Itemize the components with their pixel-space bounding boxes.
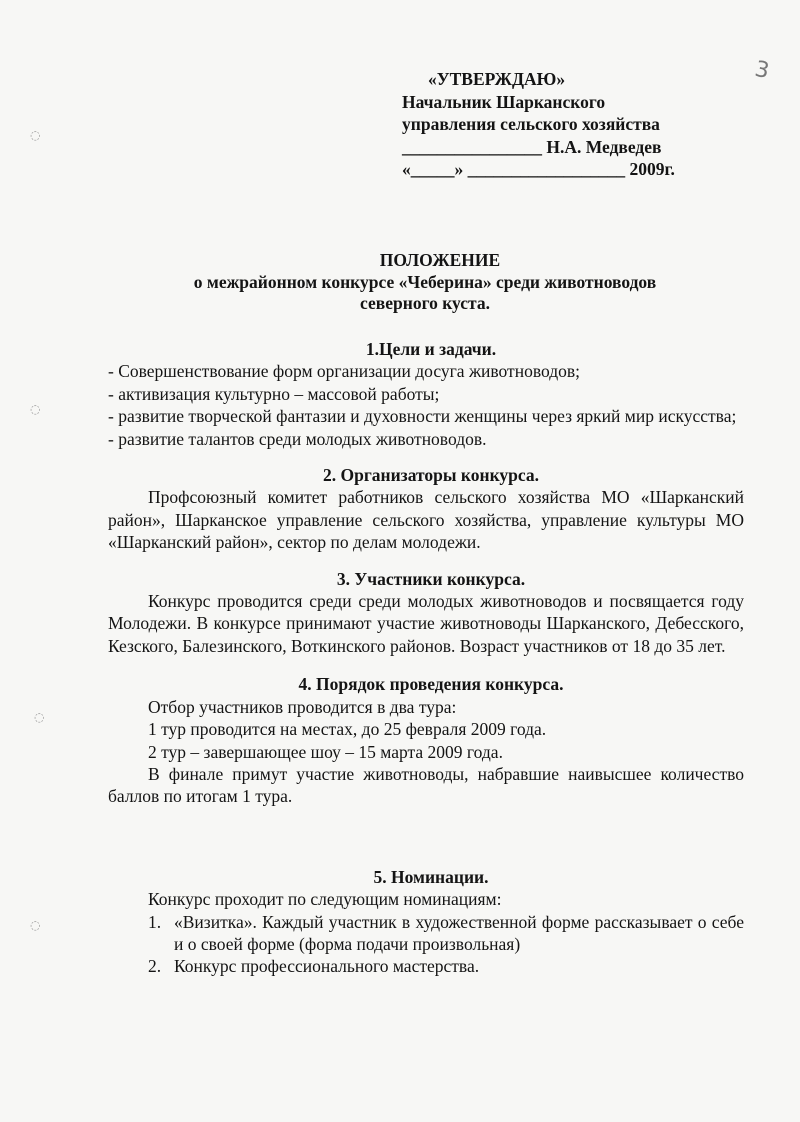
numbered-item [108, 955, 744, 977]
paragraph: 2 тур – завершающее шоу – 15 марта 2009 года. [148, 741, 503, 762]
list-item: - развитие талантов среди молодых животноводов. [108, 428, 487, 449]
handwritten-page-number: 3 [752, 56, 772, 85]
list-item: - Совершенствование форм организации досуга животноводов; [108, 361, 580, 382]
document-subtitle-continued: северного куста. [360, 293, 490, 313]
approval-block [402, 68, 742, 181]
approval-title: «УТВЕРЖДАЮ» [428, 69, 566, 89]
paragraph: Конкурс проходит по следующим номинациям: [148, 889, 502, 910]
approval-position: Начальник Шарканского [402, 91, 606, 112]
list-item: - активизация культурно – массовой работы; [108, 383, 440, 404]
item-text: Конкурс профессионального мастерства. [174, 956, 480, 977]
list-item: - развитие творческой фантазии и духовности женщины через яркий мир искусства; [108, 406, 737, 427]
approval-signature: ________________ Н.А. Медведев [402, 136, 662, 157]
item-number: 1. [148, 911, 162, 932]
scan-hole-mark: ◌ [30, 402, 41, 416]
document-subtitle: о межрайонном конкурсе «Чеберина» среди животноводов [193, 271, 657, 292]
document-title: ПОЛОЖЕНИЕ [379, 250, 501, 270]
section-heading: 1.Цели и задачи. [365, 339, 497, 359]
paragraph: Профсоюзный комитет работников сельского хозяйства МО «Шарканский район», Шарканское управление сельского хозяйства, управление культуры МО «Шарканский район», сектор по делам молодежи. [108, 487, 744, 553]
item-number: 2. [148, 956, 162, 977]
paragraph: Отбор участников проводится в два тура: [148, 696, 457, 717]
paragraph: 1 тур проводится на местах, до 25 февраля 2009 года. [148, 719, 547, 740]
document-title-block [100, 250, 750, 315]
document-body [108, 338, 744, 978]
section-heading: 3. Участники конкурса. [336, 568, 526, 589]
scan-hole-mark: ◌ [30, 918, 41, 932]
item-text: «Визитка». Каждый участник в художественной форме рассказывает о себе и о своей форме (форма подачи произвольная) [174, 911, 744, 954]
section-heading: 5. Номинации. [373, 866, 489, 887]
paragraph: Конкурс проводится среди среди молодых животноводов и посвящается году Молодежи. В конкурсе принимают участие животноводы Шарканского, Дебесского, Кезского, Балезинского, Воткинского районов. Возраст участников от 18 до 35 лет. [108, 591, 744, 656]
paragraph: В финале примут участие животноводы, набравшие наивысшее количество баллов по итогам 1 тура. [108, 763, 744, 807]
scan-hole-mark: ◌ [34, 710, 45, 724]
numbered-item [108, 911, 744, 956]
scan-hole-mark: ◌ [30, 128, 41, 142]
approval-date: «_____» __________________ 2009г. [402, 159, 675, 179]
section-heading: 2. Организаторы конкурса. [322, 465, 540, 486]
approval-department: управления сельского хозяйства [402, 114, 660, 134]
section-heading: 4. Порядок проведения конкурса. [298, 674, 564, 695]
